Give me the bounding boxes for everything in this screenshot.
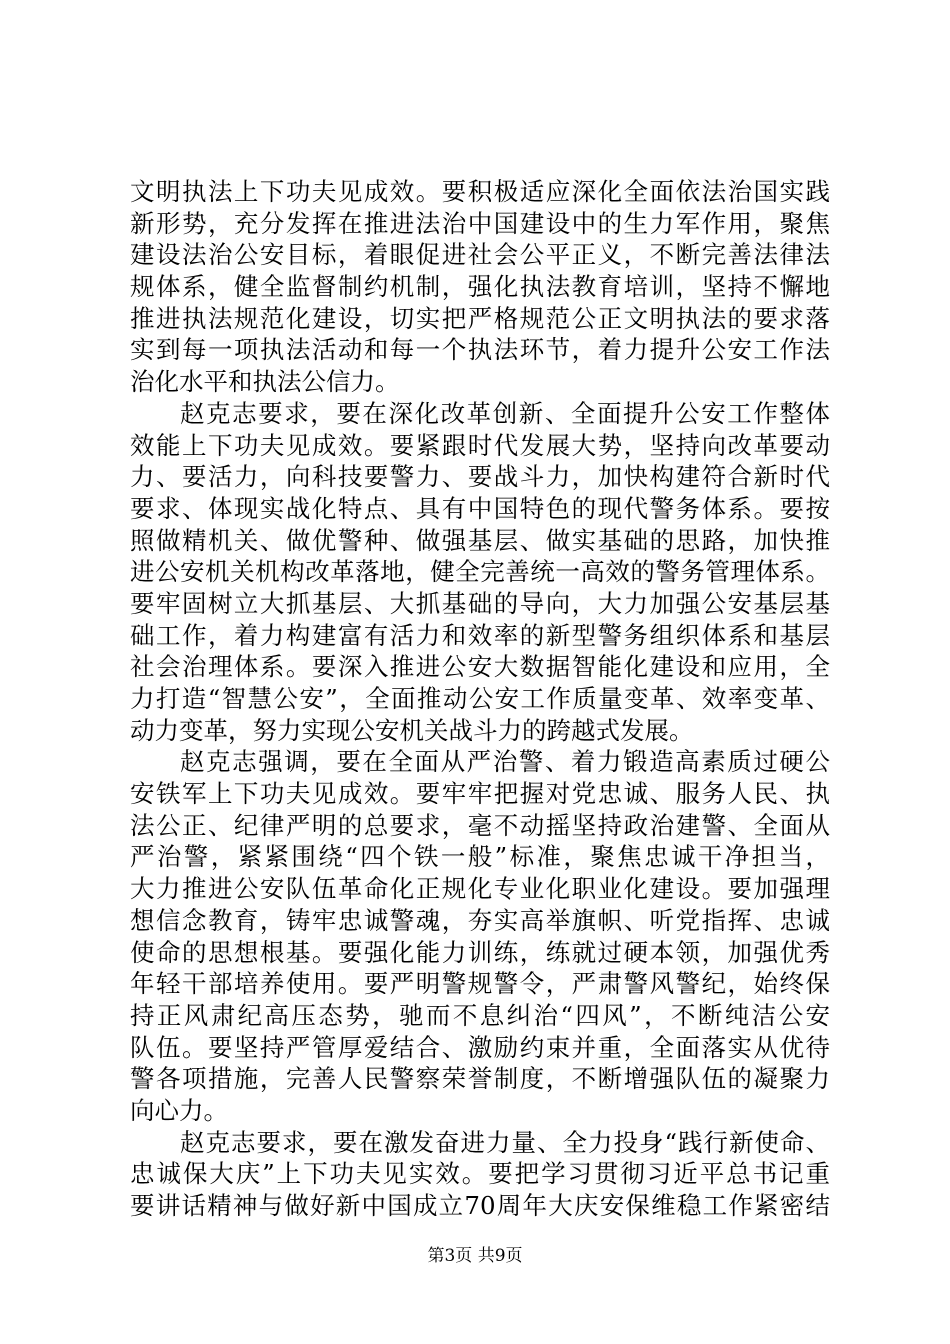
text-line: 础工作，着力构建富有活力和效率的新型警务组织体系和基层: [130, 620, 830, 650]
text-line: 赵克志要求，要在深化改革创新、全面提升公安工作整体: [180, 398, 830, 428]
text-line: 新形势，充分发挥在推进法治中国建设中的生力军作用，聚焦: [130, 208, 830, 238]
text-line: 社会治理体系。要深入推进公安大数据智能化建设和应用，全: [130, 652, 830, 682]
text-line: 赵克志强调，要在全面从严治警、着力锻造高素质过硬公: [180, 747, 830, 777]
text-line: 要讲话精神与做好新中国成立70周年大庆安保维稳工作紧密结: [130, 1191, 830, 1220]
text-line: 文明执法上下功夫见成效。要积极适应深化全面依法治国实践: [130, 177, 830, 206]
page-footer: 第3页 共9页: [427, 1246, 523, 1266]
text-line: 年轻干部培养使用。要严明警规警令，严肃警风警纪，始终保: [130, 969, 830, 999]
text-line: 想信念教育，铸牢忠诚警魂，夯实高举旗帜、听党指挥、忠诚: [130, 905, 830, 935]
text-line: 队伍。要坚持严管厚爱结合、激励约束并重，全面落实从优待: [130, 1032, 830, 1062]
text-line: 力、要活力，向科技要警力、要战斗力，加快构建符合新时代: [130, 462, 830, 492]
text-line: 赵克志要求，要在激发奋进力量、全力投身“践行新使命、: [180, 1127, 830, 1157]
text-line: 建设法治公安目标，着眼促进社会公平正义，不断完善法律法: [130, 240, 830, 270]
text-line: 严治警，紧紧围绕“四个铁一般”标准，聚焦忠诚干净担当，: [130, 842, 830, 872]
text-line: 要求、体现实战化特点、具有中国特色的现代警务体系。要按: [130, 493, 830, 523]
text-line: 进公安机关机构改革落地，健全完善统一高效的警务管理体系。: [130, 557, 830, 587]
text-line: 忠诚保大庆”上下功夫见实效。要把学习贯彻习近平总书记重: [130, 1159, 830, 1189]
text-line: 实到每一项执法活动和每一个执法环节，着力提升公安工作法: [130, 335, 830, 365]
text-line: 大力推进公安队伍革命化正规化专业化职业化建设。要加强理: [130, 874, 830, 904]
text-line: 治化水平和执法公信力。: [130, 367, 400, 397]
text-line: 规体系，健全监督制约机制，强化执法教育培训，坚持不懈地: [130, 272, 830, 302]
text-line: 法公正、纪律严明的总要求，毫不动摇坚持政治建警、全面从: [130, 810, 830, 840]
text-line: 持正风肃纪高压态势，驰而不息纠治“四风”，不断纯洁公安: [130, 1000, 830, 1030]
document-body: [130, 176, 830, 1222]
text-line: 要牢固树立大抓基层、大抓基础的导向，大力加强公安基层基: [130, 588, 830, 618]
text-line: 推进执法规范化建设，切实把严格规范公正文明执法的要求落: [130, 303, 830, 333]
text-line: 动力变革，努力实现公安机关战斗力的跨越式发展。: [130, 715, 694, 745]
text-line: 安铁军上下功夫见成效。要牢牢把握对党忠诚、服务人民、执: [130, 779, 830, 809]
text-line: 使命的思想根基。要强化能力训练，练就过硬本领，加强优秀: [130, 937, 830, 967]
text-line: 向心力。: [130, 1095, 228, 1125]
text-line: 效能上下功夫见成效。要紧跟时代发展大势，坚持向改革要动: [130, 430, 830, 460]
text-line: 力打造“智慧公安”，全面推动公安工作质量变革、效率变革、: [130, 684, 830, 713]
text-line: 警各项措施，完善人民警察荣誉制度，不断增强队伍的凝聚力: [130, 1064, 830, 1094]
text-line: 照做精机关、做优警种、做强基层、做实基础的思路，加快推: [130, 525, 830, 555]
